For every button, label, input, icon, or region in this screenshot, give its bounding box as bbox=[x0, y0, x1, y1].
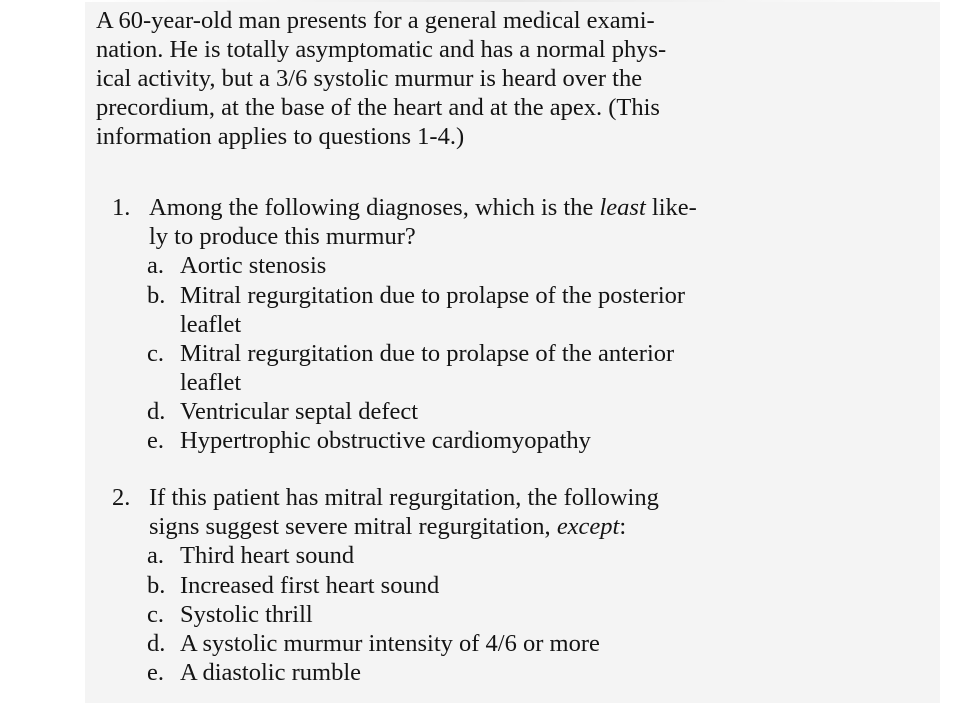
option-continuation: leaflet bbox=[180, 311, 242, 338]
option-text: Third heart sound bbox=[180, 542, 355, 569]
question-number: 2. bbox=[112, 484, 131, 511]
scanned-page bbox=[85, 0, 940, 703]
question-emphasis: except bbox=[556, 513, 620, 540]
question-text-part: signs suggest severe mitral regurgitation, bbox=[149, 513, 557, 540]
option-text: A systolic murmur intensity of 4/6 or more bbox=[180, 630, 600, 657]
option-letter: e. bbox=[147, 427, 164, 454]
stem-line: precordium, at the base of the heart and at the apex. (This bbox=[96, 94, 660, 121]
option-letter: a. bbox=[147, 252, 164, 279]
option-text: Systolic thrill bbox=[180, 601, 313, 628]
option-text: Mitral regurgitation due to prolapse of the anterior bbox=[180, 340, 675, 367]
stem-line: information applies to questions 1-4.) bbox=[96, 123, 465, 150]
option-letter: c. bbox=[147, 601, 164, 628]
option-letter: b. bbox=[147, 282, 166, 309]
option-text: Increased first heart sound bbox=[180, 572, 440, 599]
question-text-part: like- bbox=[645, 194, 697, 221]
option-letter: c. bbox=[147, 340, 164, 367]
question-text-part: : bbox=[619, 513, 627, 540]
option-text: Ventricular septal defect bbox=[180, 398, 419, 425]
question-text: ly to produce this murmur? bbox=[149, 223, 416, 250]
option-text: Aortic stenosis bbox=[180, 252, 327, 279]
option-letter: d. bbox=[147, 630, 166, 657]
question-text bbox=[149, 512, 626, 541]
option-letter: b. bbox=[147, 572, 166, 599]
question-text: If this patient has mitral regurgitation, the following bbox=[149, 484, 659, 511]
option-continuation: leaflet bbox=[180, 369, 242, 396]
option-letter: a. bbox=[147, 542, 164, 569]
stem-line: nation. He is totally asymptomatic and has a normal phys- bbox=[96, 36, 667, 63]
stem-line: ical activity, but a 3/6 systolic murmur is heard over the bbox=[96, 65, 643, 92]
question-emphasis: least bbox=[599, 194, 646, 221]
option-text: A diastolic rumble bbox=[180, 659, 361, 686]
option-text: Mitral regurgitation due to prolapse of the posterior bbox=[180, 282, 686, 309]
option-letter: e. bbox=[147, 659, 164, 686]
question-number: 1. bbox=[112, 194, 131, 221]
case-stem bbox=[96, 6, 666, 151]
question-text bbox=[149, 193, 697, 222]
option-letter: d. bbox=[147, 398, 166, 425]
stem-line: A 60-year-old man presents for a general medical exami- bbox=[96, 7, 655, 34]
option-text: Hypertrophic obstructive cardiomyopathy bbox=[180, 427, 591, 454]
question-text-part: Among the following diagnoses, which is the bbox=[149, 194, 600, 221]
